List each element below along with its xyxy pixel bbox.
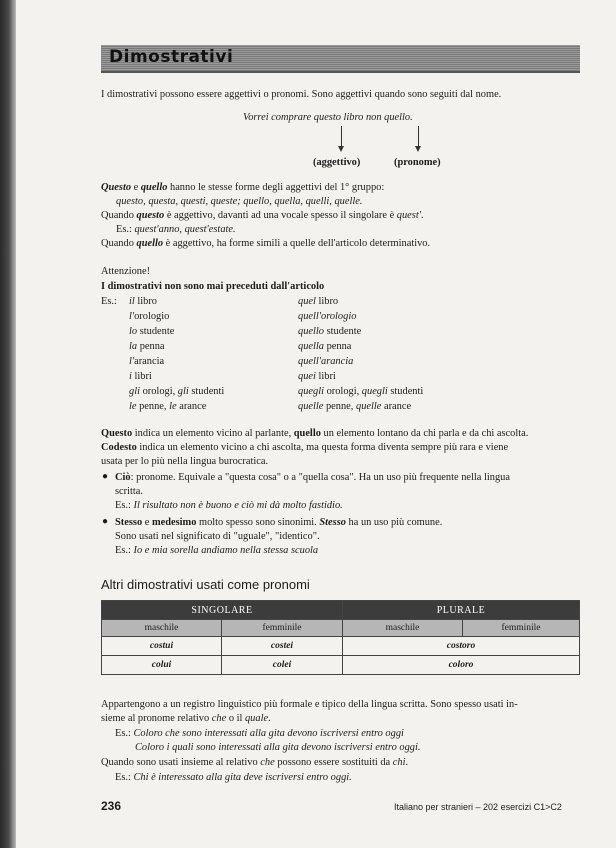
attention-rule: I dimostrativi non sono mai preceduti dall'articolo: [101, 281, 325, 292]
list-item: quelle penne, quelle arance: [298, 401, 412, 412]
subheader: maschile: [102, 620, 222, 637]
table-cell: colei: [222, 656, 343, 675]
rule-line-3: Quando quello è aggettivo, ha forme simili a quelle dell'articolo determinativo.: [101, 238, 431, 249]
subheader: femminile: [222, 620, 343, 637]
list-item: la penna: [129, 341, 165, 352]
list-item: quell'arancia: [298, 356, 354, 367]
label-pronome: (pronome): [394, 157, 441, 168]
bullet-1-example: Es.: Il risultato non è buono e ciò mi dà molto fastidio.: [115, 500, 343, 511]
title-banner: [101, 45, 580, 73]
rule-forms: questo, questa, questi, queste; quello, quella, quelli, quelle.: [116, 196, 363, 207]
header-singular: SINGOLARE: [102, 601, 343, 620]
rule-line-2: Quando questo è aggettivo, davanti ad una vocale spesso il singolare è quest'.: [101, 210, 424, 221]
table-cell: colui: [102, 656, 222, 675]
list-item: quel libro: [298, 296, 339, 307]
list-item: le penne, le arance: [129, 401, 207, 412]
list-item: quell'orologio: [298, 311, 357, 322]
list-item: lo studente: [129, 326, 175, 337]
list-item: l'orologio: [129, 311, 170, 322]
bullet-icon: ●: [102, 471, 109, 482]
book-title-footer: Italiano per stranieri – 202 esercizi C1>C2: [394, 802, 562, 812]
para-line-2: Codesto indica un elemento vicino a chi ascolta, ma questa forma diventa sempre più rara e viene: [101, 442, 509, 453]
list-item: il libro: [129, 296, 158, 307]
table-cell: costei: [222, 637, 343, 656]
rule-example-1: Es.: quest'anno, quest'estate.: [116, 224, 236, 235]
table-row: [102, 637, 580, 656]
list-item: quello studente: [298, 326, 362, 337]
page-title: Dimostrativi: [109, 47, 234, 67]
page-number: 236: [101, 799, 122, 813]
section-heading: Altri dimostrativi usati come pronomi: [101, 577, 310, 592]
subheader: maschile: [343, 620, 463, 637]
list-item: quei libri: [298, 371, 336, 382]
para-line-3: usata per lo più nella lingua burocratica.: [101, 456, 269, 467]
list-item: l'arancia: [129, 356, 165, 367]
header-plural: PLURALE: [343, 601, 580, 620]
para-line-1: Questo indica un elemento vicino al parlante, quello un elemento lontano da chi parla e da chi ascolta.: [101, 428, 529, 439]
closing-line-3: Quando sono usati insieme al relativo che possono essere sostituiti da chi.: [101, 757, 409, 768]
closing-example-2: Coloro i quali sono interessati alla gita devono iscriversi entro oggi.: [135, 742, 421, 753]
book-binding-shadow: [0, 0, 16, 848]
bullet-2-line-2: Sono usati nel significato di "uguale", "identico".: [115, 531, 320, 542]
closing-line-1: Appartengono a un registro linguistico più formale e tipico della lingua scritta. Sono spesso usati in-: [101, 699, 518, 710]
closing-example-3: Es.: Chi è interessato alla gita deve iscriversi entro oggi.: [115, 772, 352, 783]
attention-heading: Attenzione!: [101, 266, 151, 277]
example-sentence: Vorrei comprare questo libro non quello.: [243, 112, 413, 123]
bullet-2-example: Es.: Io e mia sorella andiamo nella stessa scuola: [115, 545, 319, 556]
subheader: femminile: [463, 620, 580, 637]
bullet-2-line-1: Stesso e medesimo molto spesso sono sinonimi. Stesso ha un uso più comune.: [115, 517, 443, 528]
bullet-1-line-2: scritta.: [115, 486, 143, 497]
table-row: [102, 656, 580, 675]
table-cell: costoro: [343, 637, 580, 656]
list-item: gli orologi, gli studenti: [129, 386, 225, 397]
arrow-down-icon: [418, 126, 419, 148]
label-aggettivo: (aggettivo): [313, 157, 361, 168]
intro-text: I dimostrativi possono essere aggettivi o pronomi. Sono aggettivi quando sono seguiti dal nome.: [101, 89, 502, 100]
bullet-icon: ●: [102, 516, 109, 527]
list-item: quella penna: [298, 341, 352, 352]
list-item: quegli orologi, quegli studenti: [298, 386, 424, 397]
closing-example-1: Es.: Coloro che sono interessati alla gita devono iscriversi entro oggi: [115, 728, 404, 739]
arrow-down-icon: [341, 126, 342, 148]
es-label: Es.:: [101, 296, 117, 307]
table-cell: costui: [102, 637, 222, 656]
list-item: i libri: [129, 371, 152, 382]
table-cell: coloro: [343, 656, 580, 675]
closing-line-2: sieme al pronome relativo che o il quale.: [101, 713, 271, 724]
pronouns-table: [101, 600, 580, 675]
bullet-1-line-1: Ciò: pronome. Equivale a "questa cosa" o a "quella cosa". Ha un uso più frequente nella lingua: [115, 472, 510, 483]
rule-line-1: Questo e quello hanno le stesse forme degli aggettivi del 1° gruppo:: [101, 182, 385, 193]
